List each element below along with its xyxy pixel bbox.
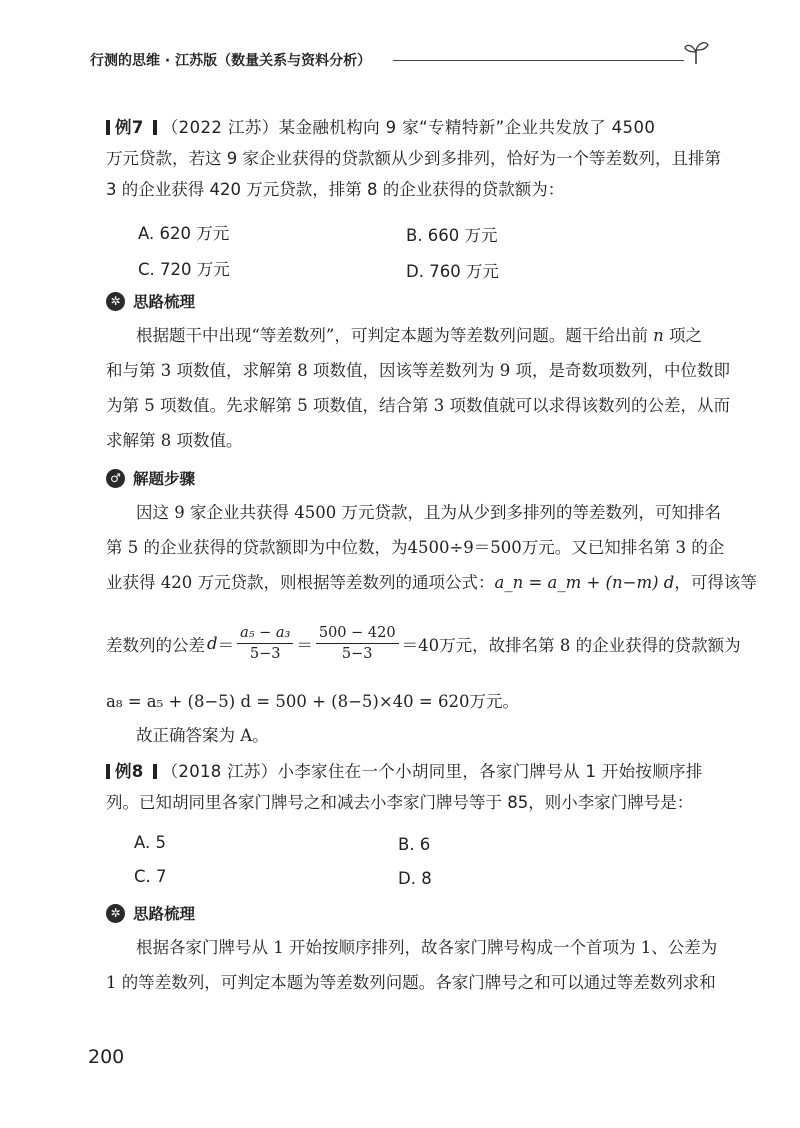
bar-icon xyxy=(106,764,110,779)
sprout-icon xyxy=(682,38,710,66)
example-7-option-b: B. 660 万元 xyxy=(406,226,498,245)
example-7-option-a: A. 620 万元 xyxy=(138,224,230,243)
solution-paragraph xyxy=(106,503,757,593)
analysis-line-2: 和与第 3 项数值，求解第 8 项数值，因该等差数列为 9 项，是奇数项数列，中位数即 xyxy=(106,361,730,380)
example-7-line-3: 3 的企业获得 420 万元贷款，排第 8 的企业获得的贷款额为： xyxy=(106,180,565,199)
gear-icon: ✲ xyxy=(106,292,125,311)
eighth-term-formula: a₈ = a₅ + (8−5) d = 500 + (8−5)×40 = 620万元。 xyxy=(106,692,519,711)
section-heading-analysis-2: ✲ 思路梳理 xyxy=(106,902,195,924)
fraction-values: $\frac{500 - 420}{5-3}$ xyxy=(316,624,399,663)
example-7-option-c: C. 720 万元 xyxy=(138,260,230,279)
section-heading-solution: ♂ 解题步骤 xyxy=(106,467,195,489)
analysis-2-line-1: 根据各家门牌号从 1 开始按顺序排列，故各家门牌号构成一个首项为 1、公差为 xyxy=(136,938,718,957)
page-number: 200 xyxy=(88,1046,125,1068)
analysis-2-line-2: 1 的等差数列，可判定本题为等差数列问题。各家门牌号之和可以通过等差数列求和 xyxy=(106,973,716,992)
example-7-option-d: D. 760 万元 xyxy=(406,262,499,281)
example-8-option-d: D. 8 xyxy=(398,869,432,888)
example-8-label: 例8 xyxy=(115,762,144,781)
example-8-option-b: B. 6 xyxy=(398,835,431,854)
example-8-line-2: 列。已知胡同里各家门牌号之和减去小李家门牌号等于 85，则小李家门牌号是： xyxy=(106,793,694,812)
analysis-paragraph xyxy=(106,326,730,451)
example-8-line-1: 例8 （2018 江苏）小李家住在一个小胡同里，各家门牌号从 1 开始按顺序排 xyxy=(106,762,696,782)
answer-line: 故正确答案为 A。 xyxy=(136,726,269,745)
analysis-line-3: 为第 5 项数值。先求解第 5 项数值，结合第 3 项数值就可以求得该数列的公差，从而 xyxy=(106,396,730,415)
analysis-line-4: 求解第 8 项数值。 xyxy=(106,431,243,450)
bar-icon xyxy=(153,764,157,779)
example-7-question xyxy=(106,118,721,200)
bar-icon xyxy=(106,120,110,135)
running-header xyxy=(90,44,710,74)
solution-line-2: 第 5 的企业获得的贷款额即为中位数，为4500÷9＝500万元。又已知排名第 3 的企 xyxy=(106,538,725,557)
example-8-question xyxy=(106,762,703,813)
compass-icon: ♂ xyxy=(106,469,125,488)
gear-icon: ✲ xyxy=(106,904,125,923)
fraction-terms: $\frac{\text{a₅ − a₃}}{5-3}$ xyxy=(237,624,293,663)
header-rule xyxy=(393,60,684,61)
section-heading-analysis: ✲ 思路梳理 xyxy=(106,290,195,312)
header-title: 行测的思维 · 江苏版（数量关系与资料分析） xyxy=(90,53,372,69)
common-difference-formula: 差数列的公差 d ＝ $\frac{\text{a₅ − a₃}}{5-3}$ ＝ $\frac{500 - 420}{5-3}$ ＝40万元，故排名第 8 的企业获得的贷款额为 xyxy=(106,625,741,662)
example-7-label: 例7 xyxy=(115,118,144,137)
solution-line-3: 业获得 420 万元贷款，则根据等差数列的通项公式：a_n = a_m + (n−m) d，可得该等 xyxy=(106,573,757,592)
solution-line-1: 因这 9 家企业共获得 4500 万元贷款，且为从少到多排列的等差数列，可知排名 xyxy=(136,503,721,522)
analysis-paragraph-2 xyxy=(106,938,718,993)
example-8-option-a: A. 5 xyxy=(134,833,166,852)
analysis-line-1: 根据题干中出现“等差数列”，可判定本题为等差数列问题。题干给出前 n 项之 xyxy=(136,326,703,345)
example-7-line-1: 例7 （2022 江苏）某金融机构向 9 家“专精特新”企业共发放了 4500 xyxy=(106,118,696,138)
bar-icon xyxy=(153,120,157,135)
general-term-formula: a_n = a_m + (n−m) d xyxy=(494,573,675,592)
example-8-option-c: C. 7 xyxy=(134,867,167,886)
example-7-line-2: 万元贷款，若这 9 家企业获得的贷款额从少到多排列，恰好为一个等差数列，且排第 xyxy=(106,149,721,168)
